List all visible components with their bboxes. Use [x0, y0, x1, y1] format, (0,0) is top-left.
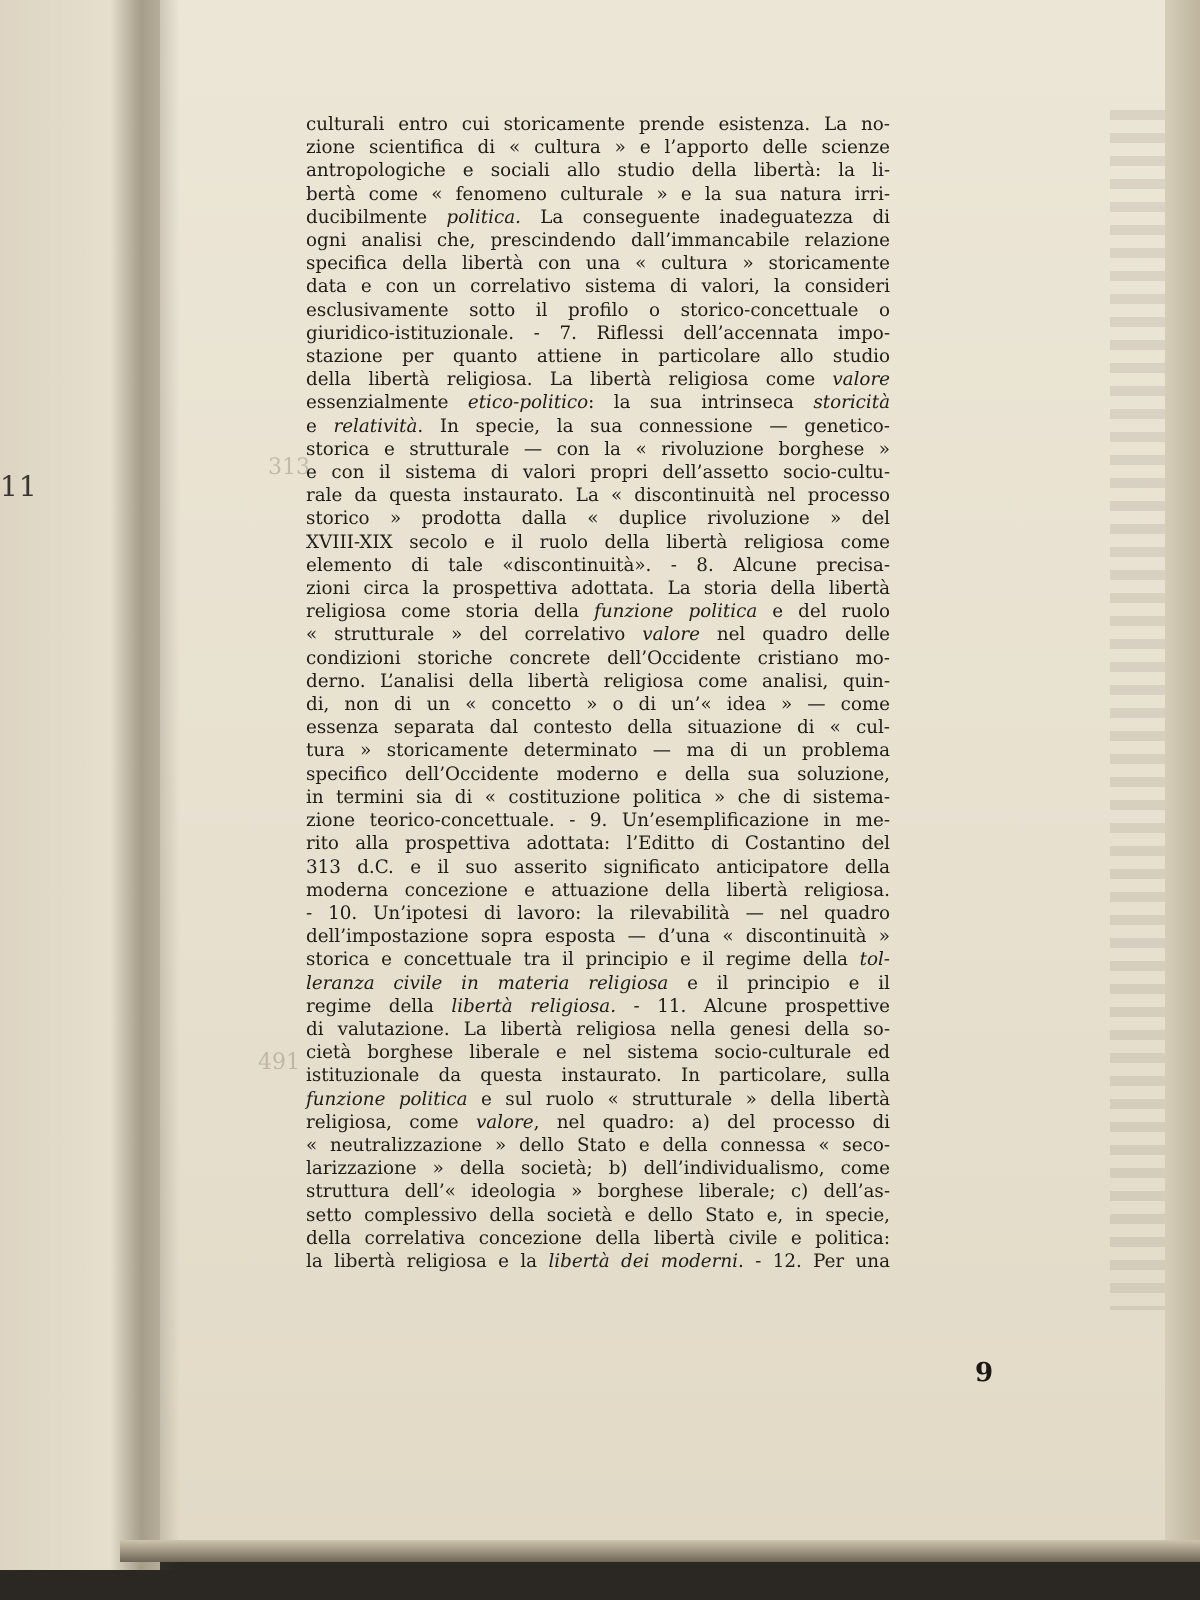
text-line: e relatività. In specie, la sua connessione — genetico- — [306, 415, 890, 437]
text-line: « strutturale » del correlativo valore nel quadro delle — [306, 624, 890, 646]
bleed-through-mark: 491 — [258, 1050, 300, 1075]
text-line: giuridico-istituzionale. - 7. Riflessi dell’accennata impo- — [306, 322, 890, 344]
text-line: essenza separata dal contesto della situazione di « cul- — [306, 717, 890, 739]
text-line: zioni circa la prospettiva adottata. La storia della libertà — [306, 578, 890, 600]
text-line: - 10. Un’ipotesi di lavoro: la rilevabilità — nel quadro — [306, 902, 890, 924]
text-line: data e con un correlativo sistema di valori, la consideri — [306, 276, 890, 298]
text-line: « neutralizzazione » dello Stato e della connessa « seco- — [306, 1134, 890, 1156]
bleed-through-text — [1110, 110, 1170, 1310]
text-line: specifica della libertà con una « cultura » storicamente — [306, 253, 890, 275]
text-line: stazione per quanto attiene in particolare allo studio — [306, 346, 890, 368]
text-line: XVIII-XIX secolo e il ruolo della libertà religiosa come — [306, 531, 890, 553]
text-line: regime della libertà religiosa. - 11. Alcune prospettive — [306, 995, 890, 1017]
text-line: specifico dell’Occidente moderno e della sua soluzione, — [306, 763, 890, 785]
text-line: storico » prodotta dalla « duplice rivoluzione » del — [306, 508, 890, 530]
text-line: struttura dell’« ideologia » borghese liberale; c) dell’as- — [306, 1181, 890, 1203]
text-line: culturali entro cui storicamente prende esistenza. La no- — [306, 114, 890, 135]
body-text — [306, 113, 890, 1273]
text-line: ducibilmente politica. La conseguente inadeguatezza di — [306, 206, 890, 228]
text-line: di valutazione. La libertà religiosa nella genesi della so- — [306, 1018, 890, 1040]
text-line: larizzazione » della società; b) dell’individualismo, come — [306, 1158, 890, 1180]
page-number: 9 — [975, 1358, 994, 1388]
gutter-shadow — [110, 0, 180, 1570]
text-line: cietà borghese liberale e nel sistema socio-culturale ed — [306, 1042, 890, 1064]
text-line: bertà come « fenomeno culturale » e la sua natura irri- — [306, 183, 890, 205]
text-line: rale da questa instaurato. La « discontinuità nel processo — [306, 485, 890, 507]
text-line: di, non di un « concetto » o di un’« idea » — come — [306, 694, 890, 716]
text-line: e con il sistema di valori propri dell’assetto socio-cultu- — [306, 462, 890, 484]
text-line: dell’impostazione sopra esposta — d’una « discontinuità » — [306, 926, 890, 948]
left-page-number: 11 — [0, 470, 38, 503]
text-line: religiosa, come valore, nel quadro: a) del processo di — [306, 1111, 890, 1133]
text-line: elemento di tale «discontinuità». - 8. Alcune precisa- — [306, 554, 890, 576]
text-line: della correlativa concezione della libertà civile e politica: — [306, 1227, 890, 1249]
text-line: esclusivamente sotto il profilo o storico-concettuale o — [306, 299, 890, 321]
text-line: della libertà religiosa. La libertà religiosa come valore — [306, 369, 890, 391]
page-stack-edge — [1165, 0, 1200, 1560]
text-line: storica e concettuale tra il principio e il regime della tol- — [306, 949, 890, 971]
text-line: ogni analisi che, prescindendo dall’immancabile relazione — [306, 230, 890, 252]
text-line: zione teorico-concettuale. - 9. Un’esemplificazione in me- — [306, 810, 890, 832]
text-line: derno. L’analisi della libertà religiosa come analisi, quin- — [306, 670, 890, 692]
text-line: moderna concezione e attuazione della libertà religiosa. — [306, 879, 890, 901]
text-line: tura » storicamente determinato — ma di un problema — [306, 740, 890, 762]
text-line: istituzionale da questa instaurato. In particolare, sulla — [306, 1065, 890, 1087]
text-line: funzione politica e sul ruolo « strutturale » della libertà — [306, 1088, 890, 1110]
text-line: setto complessivo della società e dello Stato e, in specie, — [306, 1204, 890, 1226]
text-line: leranza civile in materia religiosa e il principio e il — [306, 972, 890, 994]
text-line: condizioni storiche concrete dell’Occidente cristiano mo- — [306, 647, 890, 669]
text-line: storica e strutturale — con la « rivoluzione borghese » — [306, 438, 890, 460]
text-line: antropologiche e sociali allo studio della libertà: la li- — [306, 160, 890, 182]
text-line: rito alla prospettiva adottata: l’Editto di Costantino del — [306, 833, 890, 855]
page-bottom-edge — [120, 1540, 1200, 1562]
text-line: la libertà religiosa e la libertà dei moderni. - 12. Per una — [306, 1250, 890, 1272]
text-line: religiosa come storia della funzione politica e del ruolo — [306, 601, 890, 623]
text-line: zione scientifica di « cultura » e l’apporto delle scienze — [306, 137, 890, 159]
bleed-through-mark: 313 — [268, 455, 310, 480]
text-line: essenzialmente etico-politico: la sua intrinseca storicità — [306, 392, 890, 414]
text-line: in termini sia di « costituzione politica » che di sistema- — [306, 786, 890, 808]
text-line: 313 d.C. e il suo asserito significato anticipatore della — [306, 856, 890, 878]
